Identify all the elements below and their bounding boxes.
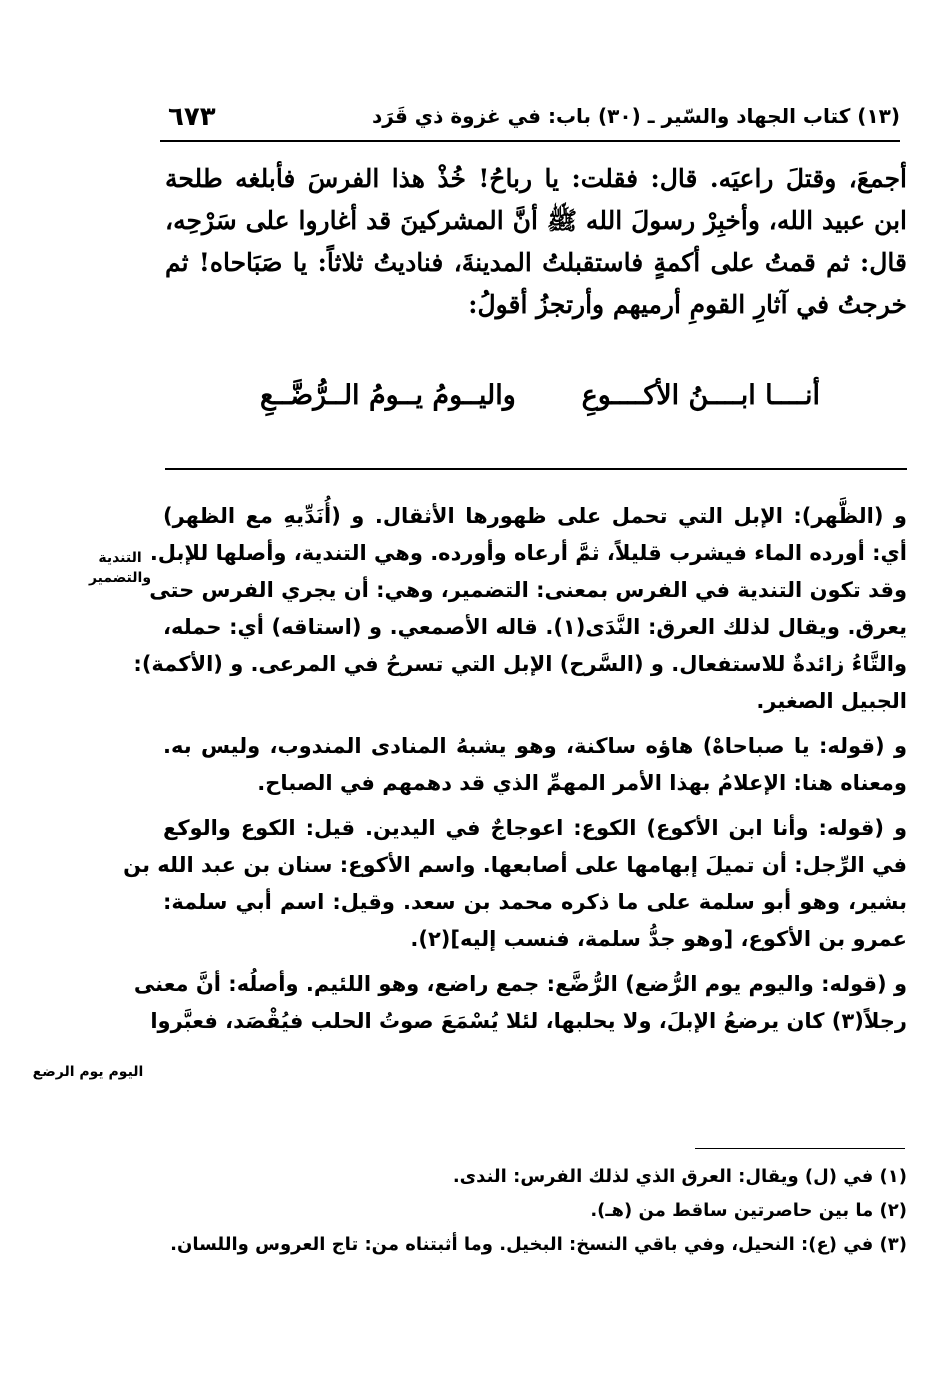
page-number: ٦٧٣ — [168, 102, 216, 132]
header-rule — [160, 140, 900, 142]
commentary-line: أي: أورده الماء فيشرب قليلاً، ثمَّ أرعاه وأورده. وهي التندية، وأصلها للإبل. — [149, 541, 907, 565]
section-separator — [165, 468, 907, 470]
footnote-rule — [695, 1148, 905, 1149]
commentary-line: والتَّاءُ زائدةٌ للاستفعال. و (السَّرح) الإبل التي تسرحُ في المرعى. و (الأكمة): — [133, 652, 907, 676]
footnote: (٣) في (ع): النحيل، وفي باقي النسخ: البخيل. وما أثبتناه من: تاج العروس واللسان. — [170, 1234, 907, 1255]
commentary-line: في الرِّجل: أن تميلَ إبهامها على أصابعها. واسم الأكوع: سنان بن عبد الله بن — [123, 853, 907, 877]
margin-note: التندية والتضمير — [88, 550, 152, 586]
running-title: (١٣) كتاب الجهاد والسّير ـ (٣٠) باب: في غزوة ذي قَرَد — [372, 104, 900, 128]
hadith-line: أجمعَ، وقتلَ راعيَه. قال: فقلت: يا رباحُ! خُذْ هذا الفرسَ فأبلغه طلحة — [165, 164, 907, 193]
verse-first-half: أنــــا ابــــنُ الأكــــوعِ — [581, 380, 820, 411]
hadith-line: ابن عبيد الله، وأخبِرْ رسولَ الله ﷺ أنَّ المشركينَ قد أغاروا على سَرْحِه، — [165, 206, 907, 235]
commentary-line: و (قوله: واليوم يوم الرُّضع) الرُّضَّع: جمع راضع، وهو اللئيم. وأصلُه: أنَّ معنى — [133, 972, 907, 996]
commentary-line: و (قوله: وأنا ابن الأكوع) الكوع: اعوجاجٌ في اليدين. قيل: الكوع والوكع — [163, 816, 907, 840]
page-header — [160, 100, 900, 140]
verse — [260, 380, 820, 411]
commentary — [123, 498, 907, 1048]
commentary-line: عمرو بن الأكوع، [وهو جدُّ سلمة، فنسب إليه](٢). — [410, 927, 907, 951]
commentary-line: و (قوله: يا صباحاهْ) هاؤه ساكنة، وهو يشبهُ المنادى المندوب، وليس به. — [163, 734, 907, 758]
hadith-text — [165, 158, 907, 326]
footnotes — [170, 1160, 907, 1262]
footnote: (١) في (ل) ويقال: العرق الذي لذلك الفرس: الندى. — [452, 1166, 907, 1187]
commentary-line: ومعناه هنا: الإعلامُ بهذا الأمر المهمِّ الذي قد دهمهم في الصباح. — [257, 771, 907, 795]
commentary-line: وقد تكون التندية في الفرس بمعنى: التضمير، وهي: أن يجري الفرس حتى — [149, 578, 907, 602]
commentary-line: و (الظَّهر): الإبل التي تحمل على ظهورها الأثقال. و (أُنَدِّيهِ مع الظهر) — [163, 504, 907, 528]
commentary-paragraph — [133, 966, 907, 1040]
commentary-paragraph — [123, 810, 907, 958]
margin-note: اليوم يوم الرضع — [32, 1064, 144, 1080]
hadith-line: قال: ثم قمتُ على أكمةٍ فاستقبلتُ المدينةَ، فناديتُ ثلاثاً: يا صَبَاحاه! ثم — [165, 248, 907, 277]
commentary-paragraph — [133, 498, 907, 720]
commentary-line: يعرق. ويقال لذلك العرق: النَّدَى(١). قاله الأصمعي. و (استاقه) أي: حمله، — [163, 615, 907, 639]
footnote: (٢) ما بين حاصرتين ساقط من (هـ). — [590, 1200, 907, 1221]
verse-second-half: واليــومُ يــومُ الــرُّضَّــعِ — [260, 380, 516, 411]
hadith-line: خرجتُ في آثارِ القومِ أرميهم وأرتجزُ أقولُ: — [468, 290, 907, 319]
commentary-line: رجلاً(٣) كان يرضعُ الإبلَ، ولا يحلبها، لئلا يُسْمَعَ صوتُ الحلب فيُقْصَد، فعبَّروا — [150, 1009, 907, 1033]
commentary-line: بشير، وهو أبو سلمة على ما ذكره محمد بن سعد. وقيل: اسم أبي سلمة: — [163, 890, 907, 914]
commentary-line: الجبيل الصغير. — [756, 689, 907, 713]
commentary-paragraph — [163, 728, 907, 802]
